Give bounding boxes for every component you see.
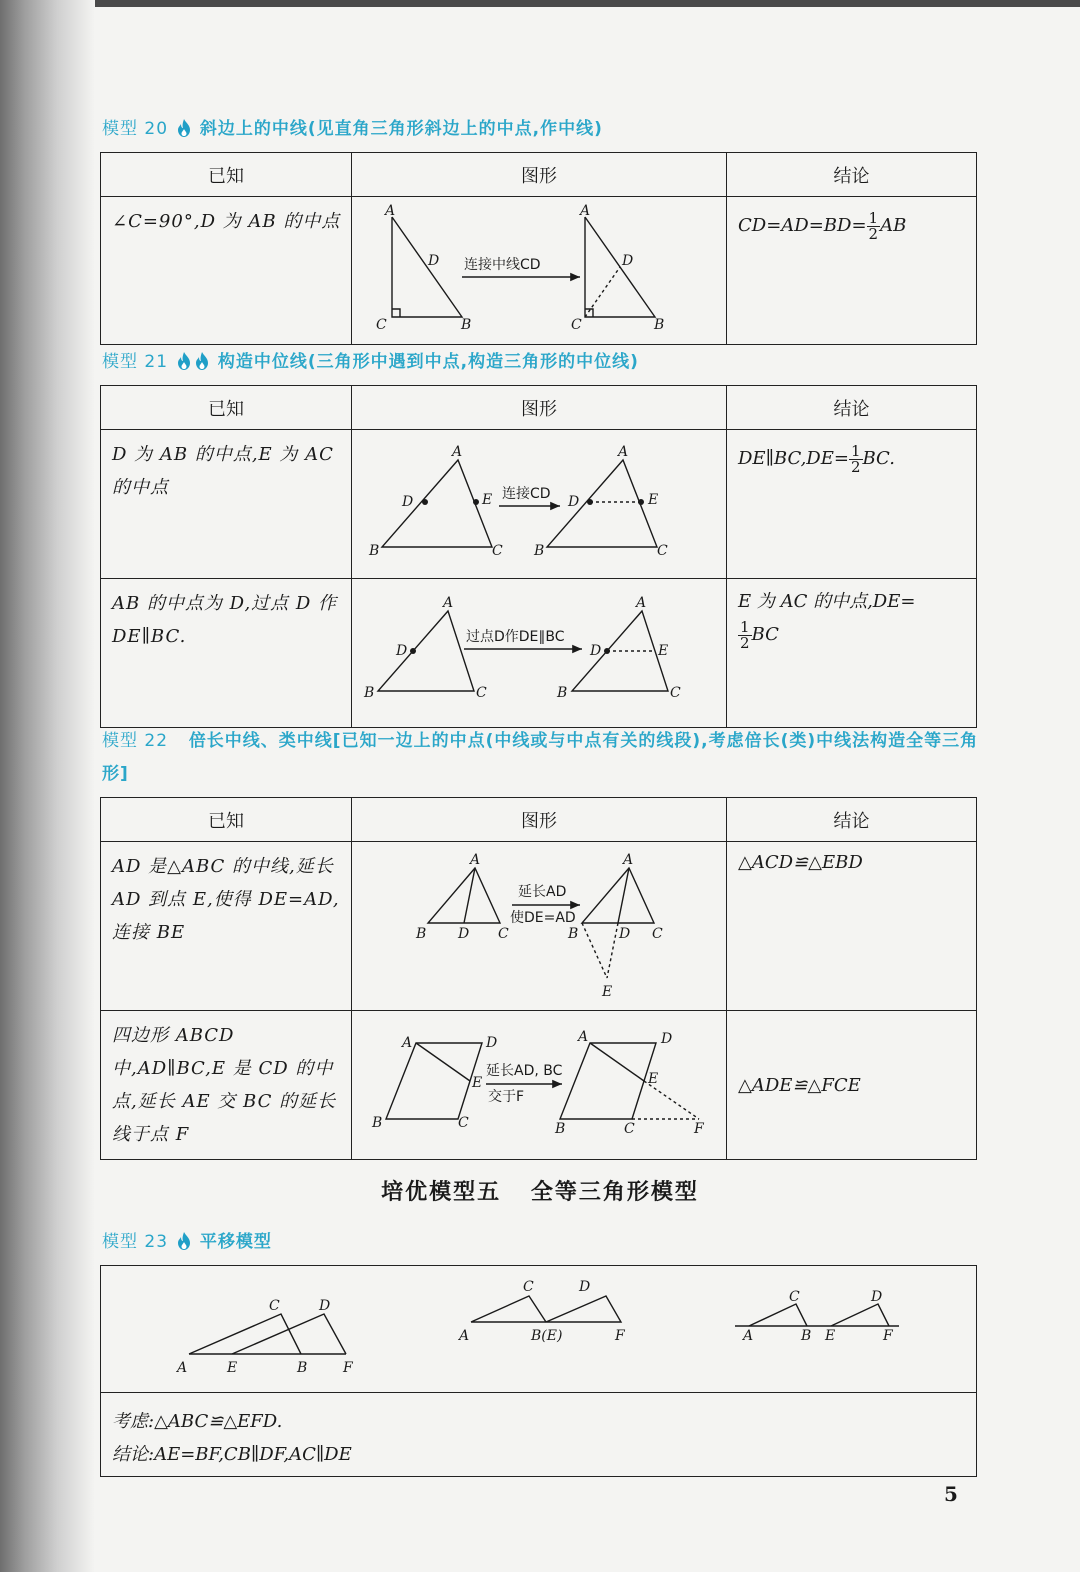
model-22-table	[100, 797, 977, 1160]
conclusion-cell	[727, 579, 977, 728]
point-label-c: C	[476, 685, 487, 701]
point-label-a: A	[623, 852, 634, 868]
point-label-b: B	[364, 685, 375, 701]
point-label-e: E	[658, 643, 669, 659]
arrow-label: 连接CD	[502, 486, 551, 502]
figure-cell	[352, 197, 727, 345]
point-label-a: A	[452, 444, 463, 460]
point-label-d: D	[622, 253, 634, 269]
point-label-c: C	[498, 926, 509, 942]
model-label: 模型 20	[102, 119, 169, 139]
point-label-b: B	[372, 1115, 383, 1131]
known-cell: D 为 AB 的中点,E 为 AC 的中点	[101, 430, 352, 579]
point-label-f: F	[883, 1328, 893, 1344]
point-label-e: E	[472, 1075, 483, 1091]
translation-model-figures	[101, 1266, 975, 1388]
point-label-d: D	[396, 643, 408, 659]
model-20-table	[100, 152, 977, 345]
fraction-denominator: 2	[868, 224, 879, 243]
column-header-figure: 图形	[352, 153, 727, 197]
book-spine-shadow	[0, 0, 95, 1572]
flame-icon	[177, 352, 191, 370]
model-21-table	[100, 385, 977, 728]
fraction-half	[867, 208, 881, 243]
model-22-header	[102, 725, 982, 791]
figure-cell	[352, 579, 727, 728]
conclusion-cell: △ADE≌△FCE	[727, 1011, 977, 1160]
figure-cell	[352, 430, 727, 579]
known-cell: AB 的中点为 D,过点 D 作 DE∥BC.	[101, 579, 352, 728]
point-label-a: A	[580, 203, 591, 219]
model-21-header	[102, 346, 982, 378]
model-title: 斜边上的中线(见直角三角形斜边上的中点,作中线)	[199, 119, 603, 139]
point-label-b: B	[654, 317, 665, 333]
column-header-conclusion: 结论	[727, 386, 977, 430]
fraction-denominator: 2	[850, 457, 861, 476]
point-label-a: A	[618, 444, 629, 460]
parallel-line-figure	[352, 579, 727, 723]
point-label-a: A	[402, 1035, 413, 1051]
column-header-figure: 图形	[352, 386, 727, 430]
summary-cell	[101, 1393, 977, 1477]
right-triangle-median-figure	[352, 197, 727, 340]
model-title: 倍长中线、类中线[已知一边上的中点(中线或与中点有关的线段),考虑倍长(类)中线法构造全等三角形]	[102, 731, 979, 784]
figure-cell	[352, 1011, 727, 1160]
double-median-figure	[352, 842, 727, 1006]
arrow-label-bottom: 使DE=AD	[510, 910, 576, 926]
figure-cell	[352, 842, 727, 1011]
column-header-known: 已知	[101, 153, 352, 197]
point-label-b: B	[461, 317, 472, 333]
point-label-d: D	[579, 1279, 591, 1295]
fraction-numerator: 1	[850, 441, 861, 460]
point-label-b: B	[801, 1328, 812, 1344]
point-label-a: A	[470, 852, 481, 868]
point-label-b-e: B(E)	[531, 1328, 563, 1344]
point-label-e: E	[482, 492, 493, 508]
point-label-e: E	[825, 1328, 836, 1344]
page-number: 5	[944, 1482, 958, 1506]
point-label-c: C	[376, 317, 387, 333]
point-label-c: C	[523, 1279, 534, 1295]
top-edge	[0, 0, 1080, 7]
conclusion-text: DE∥BC,DE=	[738, 448, 849, 469]
point-label-c: C	[571, 317, 582, 333]
conclusion-cell	[727, 430, 977, 579]
model-20-header	[102, 113, 982, 145]
point-label-c: C	[458, 1115, 469, 1131]
point-label-a: A	[743, 1328, 754, 1344]
point-label-d: D	[428, 253, 440, 269]
model-label: 模型 21	[102, 352, 169, 372]
point-label-d: D	[590, 643, 602, 659]
point-label-b: B	[416, 926, 427, 942]
conclusion-text: BC.	[862, 448, 895, 469]
point-label-d: D	[458, 926, 470, 942]
point-label-a: A	[177, 1360, 188, 1376]
point-label-b: B	[369, 543, 380, 559]
model-title: 平移模型	[199, 1232, 272, 1252]
point-label-d: D	[402, 494, 414, 510]
conclusion-text: AB	[880, 215, 907, 236]
fraction-numerator: 1	[868, 208, 879, 227]
midline-figure	[352, 430, 727, 574]
flame-icon	[195, 352, 209, 370]
point-label-b: B	[555, 1121, 566, 1137]
point-label-a: A	[443, 595, 454, 611]
point-label-a: A	[459, 1328, 470, 1344]
conclusion-text: E 为 AC 的中点,DE=	[738, 591, 916, 612]
point-label-e: E	[648, 1071, 659, 1087]
model-title: 构造中位线(三角形中遇到中点,构造三角形的中位线)	[217, 352, 639, 372]
flame-icon	[177, 119, 191, 137]
column-header-known: 已知	[101, 798, 352, 842]
point-label-d: D	[319, 1298, 331, 1314]
point-label-c: C	[789, 1289, 800, 1305]
flame-icon	[177, 1232, 191, 1250]
point-label-d: D	[871, 1289, 883, 1305]
point-label-b: B	[568, 926, 579, 942]
arrow-label-bottom: 交于F	[488, 1089, 525, 1105]
known-cell: AD 是△ABC 的中线,延长 AD 到点 E,使得 DE=AD,连接 BE	[101, 842, 352, 1011]
model-23-table	[100, 1265, 977, 1477]
point-label-c: C	[624, 1121, 635, 1137]
point-label-d: D	[619, 926, 631, 942]
known-cell: ∠C=90°,D 为 AB 的中点	[101, 197, 352, 345]
fraction-half	[738, 617, 752, 652]
point-label-c: C	[670, 685, 681, 701]
column-header-figure: 图形	[352, 798, 727, 842]
trapezoid-extension-figure	[352, 1011, 727, 1155]
figures-cell	[101, 1266, 977, 1393]
point-label-b: B	[557, 685, 568, 701]
section-title: 培优模型五 全等三角形模型	[381, 1180, 699, 1205]
model-23-header	[102, 1226, 982, 1258]
consider-text: 考虑:△ABC≌△EFD.	[112, 1411, 283, 1432]
column-header-known: 已知	[101, 386, 352, 430]
point-label-c: C	[657, 543, 668, 559]
point-label-e: E	[602, 984, 613, 1000]
arrow-label: 连接中线CD	[464, 257, 541, 273]
conclusion-text: CD=AD=BD=	[738, 215, 867, 236]
fraction-denominator: 2	[740, 633, 750, 652]
conclusion-text: 结论:AE=BF,CB∥DF,AC∥DE	[112, 1444, 352, 1465]
point-label-d: D	[568, 494, 580, 510]
point-label-f: F	[343, 1360, 353, 1376]
point-label-e: E	[648, 492, 659, 508]
point-label-b: B	[534, 543, 545, 559]
fraction-half	[849, 441, 863, 476]
model-label: 模型 23	[102, 1232, 169, 1252]
point-label-a: A	[636, 595, 647, 611]
point-label-c: C	[269, 1298, 280, 1314]
column-header-conclusion: 结论	[727, 798, 977, 842]
point-label-a: A	[385, 203, 396, 219]
point-label-d: D	[486, 1035, 498, 1051]
column-header-conclusion: 结论	[727, 153, 977, 197]
conclusion-cell: △ACD≌△EBD	[727, 842, 977, 1011]
arrow-label-top: 延长AD	[518, 884, 567, 900]
point-label-c: C	[492, 543, 503, 559]
point-label-a: A	[578, 1029, 589, 1045]
point-label-b: B	[297, 1360, 308, 1376]
point-label-e: E	[227, 1360, 238, 1376]
conclusion-cell	[727, 197, 977, 345]
point-label-f: F	[694, 1121, 704, 1137]
arrow-label: 过点D作DE∥BC	[466, 629, 565, 645]
model-label: 模型 22	[102, 731, 169, 751]
conclusion-text: BC	[751, 624, 779, 645]
point-label-d: D	[661, 1031, 673, 1047]
point-label-c: C	[652, 926, 663, 942]
point-label-f: F	[615, 1328, 625, 1344]
arrow-label-top: 延长AD, BC	[486, 1063, 563, 1079]
known-cell: 四边形 ABCD 中,AD∥BC,E 是 CD 的中点,延长 AE 交 BC 的延长线于点 F	[101, 1011, 352, 1160]
fraction-numerator: 1	[740, 617, 750, 636]
